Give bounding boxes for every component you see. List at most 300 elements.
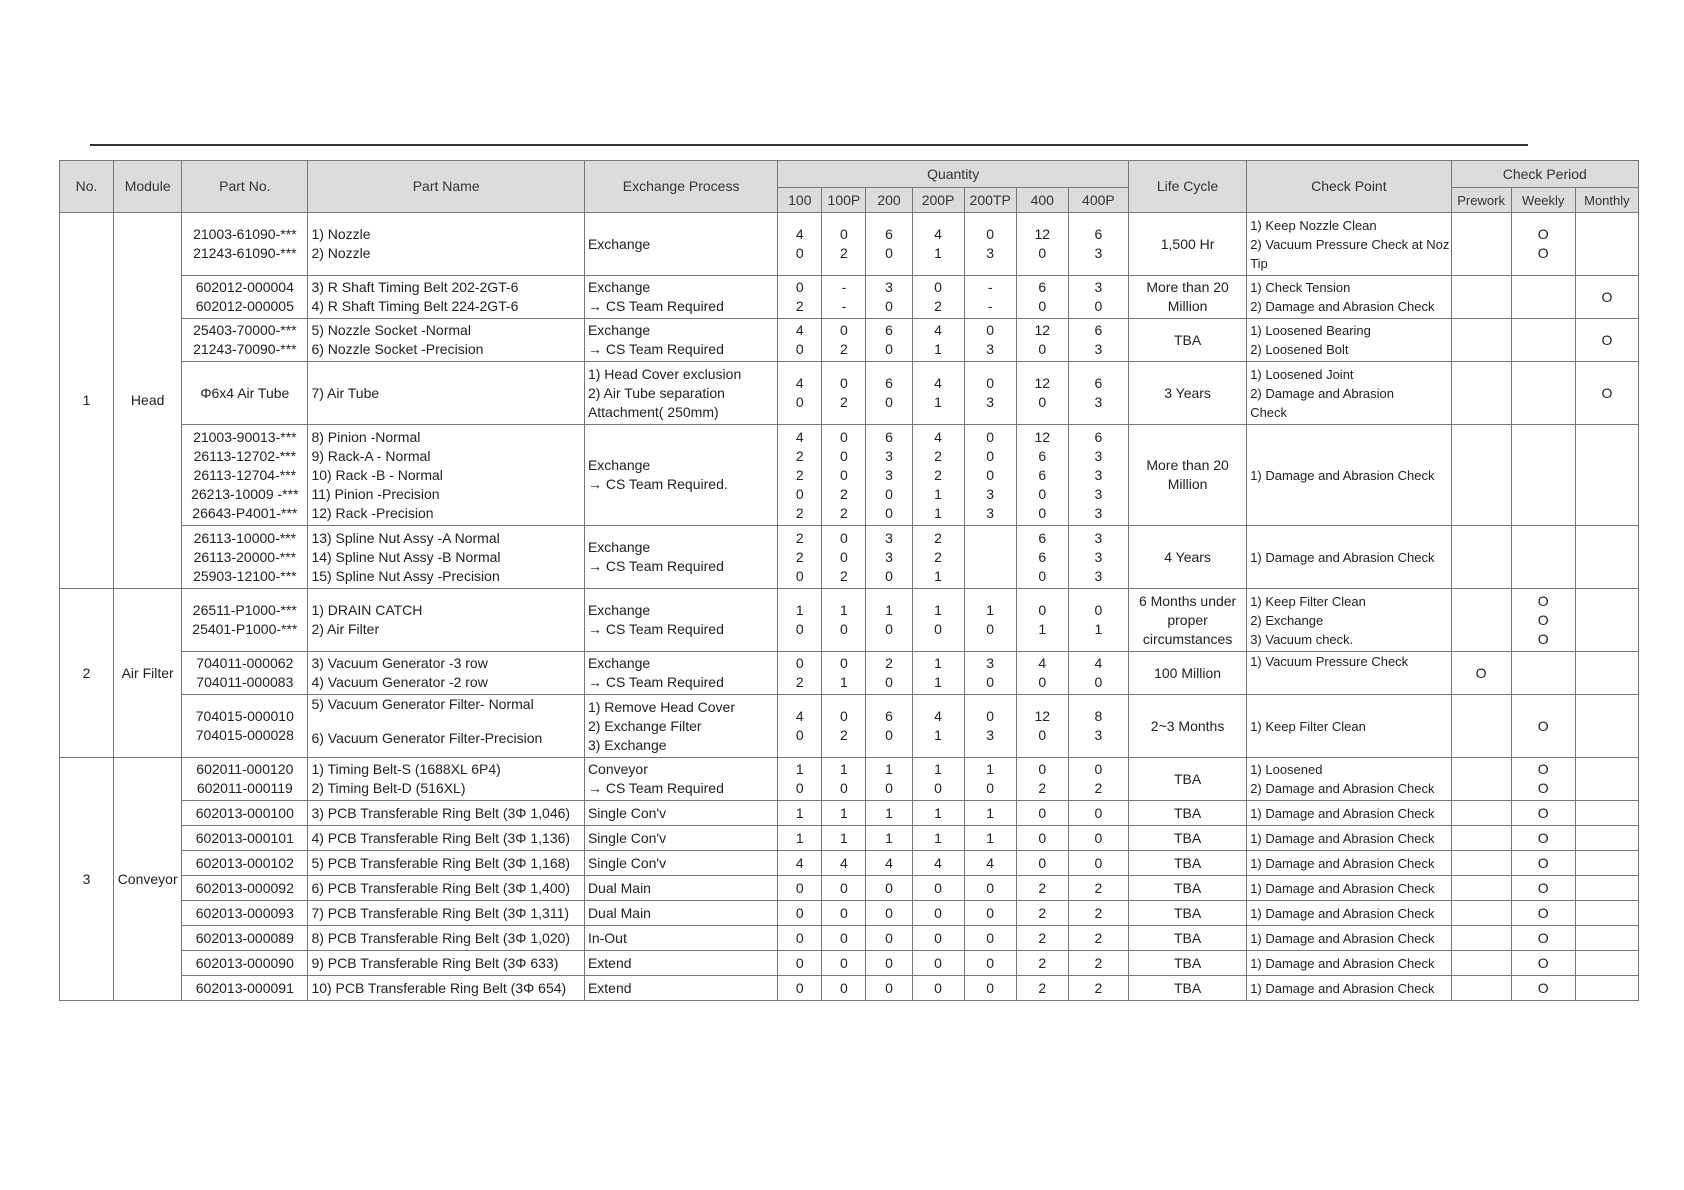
qty-200p <box>912 876 964 901</box>
qty-400-line: 6 <box>1038 548 1047 565</box>
weekly-mark <box>1511 926 1575 951</box>
qty-100p-line: 0 <box>840 466 848 483</box>
qty-200p <box>912 425 964 526</box>
life-cycle-line: 100 Million <box>1154 664 1222 681</box>
qty-400p-line: 0 <box>1094 829 1103 846</box>
weekly-mark-line: O <box>1537 854 1549 871</box>
prework-mark <box>1451 876 1511 901</box>
qty-200p-line: 1 <box>934 567 942 584</box>
qty-200p-line: 0 <box>934 279 942 295</box>
weekly-mark-line: O <box>1537 245 1549 261</box>
exchange-process-line: → CS Team Required <box>587 621 724 637</box>
exchange-process-line: Single Con'v <box>587 854 667 871</box>
part-number <box>182 976 308 1001</box>
qty-400p-line: 8 <box>1094 708 1103 724</box>
qty-400 <box>1016 425 1068 526</box>
exchange-process-line: Attachment( 250mm) <box>587 403 719 420</box>
table-row <box>60 276 1639 319</box>
qty-100-line: 0 <box>795 879 804 896</box>
part-name <box>308 213 585 276</box>
life-cycle-line: TBA <box>1173 331 1202 348</box>
life-cycle-line: TBA <box>1173 879 1202 896</box>
exchange-process <box>584 362 777 425</box>
weekly-mark-line: O <box>1537 611 1549 628</box>
part-number <box>182 319 308 362</box>
qty-400p-line: 2 <box>1094 904 1103 921</box>
qty-200-line: 3 <box>885 279 893 295</box>
part-name-line: 2) Nozzle <box>311 245 371 261</box>
qty-400p-line: 2 <box>1094 780 1103 796</box>
check-point <box>1247 826 1451 851</box>
life-cycle <box>1128 213 1246 276</box>
life-cycle-line: circumstances <box>1142 630 1233 647</box>
monthly-mark <box>1575 589 1638 652</box>
part-name-line: 2) Air Filter <box>311 621 380 637</box>
qty-400 <box>1016 695 1068 758</box>
part-number <box>182 801 308 826</box>
qty-200-line: 0 <box>885 504 893 521</box>
qty-400p <box>1068 319 1128 362</box>
qty-400p <box>1068 801 1128 826</box>
qty-400p-line: 6 <box>1094 428 1103 445</box>
weekly-mark <box>1511 425 1575 526</box>
check-point <box>1247 589 1451 652</box>
qty-200 <box>866 526 912 589</box>
qty-200p <box>912 758 964 801</box>
qty-200p-line: 4 <box>934 708 942 724</box>
part-number <box>182 901 308 926</box>
qty-200tp-line: 3 <box>986 485 995 502</box>
qty-100p-line: - <box>841 279 847 295</box>
exchange-process <box>584 276 777 319</box>
part-number <box>182 876 308 901</box>
check-point-line: 1) Keep Nozzle Clean <box>1250 217 1377 233</box>
exchange-process-line: 3) Exchange <box>587 736 667 753</box>
exchange-process <box>584 876 777 901</box>
table-row <box>60 826 1639 851</box>
monthly-mark-line: O <box>1601 331 1613 348</box>
qty-200-line: 0 <box>885 954 893 971</box>
part-number-line: 21003-90013-*** <box>193 428 297 445</box>
qty-200p <box>912 213 964 276</box>
qty-400p <box>1068 652 1128 695</box>
weekly-mark <box>1511 695 1575 758</box>
qty-200-line: 1 <box>885 761 893 777</box>
qty-400 <box>1016 362 1068 425</box>
qty-200-line: 0 <box>885 780 893 796</box>
qty-200-line: 3 <box>885 548 893 565</box>
check-point-line: 2) Exchange <box>1250 612 1324 628</box>
qty-100p-line: 2 <box>840 567 848 584</box>
qty-400p <box>1068 758 1128 801</box>
qty-400-line: 0 <box>1038 245 1047 261</box>
qty-100p-line: 4 <box>840 854 848 871</box>
qty-100-line: 4 <box>795 226 804 242</box>
qty-400-line: 1 <box>1038 621 1047 637</box>
weekly-mark <box>1511 758 1575 801</box>
qty-100 <box>778 425 822 526</box>
qty-100p-line: 0 <box>840 708 848 724</box>
qty-200tp-line: 0 <box>986 674 995 690</box>
qty-400p <box>1068 826 1128 851</box>
qty-200p <box>912 901 964 926</box>
qty-200 <box>866 901 912 926</box>
weekly-mark-line: O <box>1537 226 1549 242</box>
exchange-process-line: Exchange <box>587 655 651 671</box>
qty-200-line: 0 <box>885 567 893 584</box>
qty-200-line: 0 <box>885 879 893 896</box>
check-point-line: 1) Damage and Abrasion Check <box>1250 930 1435 946</box>
qty-400-line: 12 <box>1034 428 1051 445</box>
life-cycle-line: TBA <box>1173 770 1202 787</box>
check-point <box>1247 213 1451 276</box>
table-row <box>60 758 1639 801</box>
header-check-point: Check Point <box>1247 161 1451 213</box>
header-check-period: Check Period <box>1451 161 1638 188</box>
qty-100p <box>822 425 866 526</box>
life-cycle <box>1128 901 1246 926</box>
weekly-mark <box>1511 526 1575 589</box>
part-number-line: 26113-12704-*** <box>193 466 297 483</box>
exchange-process <box>584 801 777 826</box>
qty-200 <box>866 652 912 695</box>
part-name <box>308 926 585 951</box>
qty-100-line: 4 <box>795 708 804 724</box>
exchange-process <box>584 926 777 951</box>
table-row <box>60 319 1639 362</box>
qty-200p-line: 1 <box>934 504 942 521</box>
check-point <box>1247 526 1451 589</box>
module-number: 1 <box>60 213 114 589</box>
check-point <box>1247 851 1451 876</box>
check-point <box>1247 362 1451 425</box>
exchange-process-line: Extend <box>587 954 632 971</box>
qty-200p-line: 4 <box>934 854 942 871</box>
part-name <box>308 319 585 362</box>
qty-100p-line: 1 <box>840 804 848 821</box>
part-number <box>182 276 308 319</box>
exchange-process <box>584 758 777 801</box>
qty-200tp-line: 0 <box>986 375 995 391</box>
qty-400 <box>1016 589 1068 652</box>
qty-100-line: 2 <box>795 447 804 464</box>
qty-400p-line: 3 <box>1094 447 1103 464</box>
top-rule <box>90 144 1528 146</box>
part-name-line: 7) PCB Transferable Ring Belt (3Φ 1,311) <box>311 904 570 921</box>
qty-400p <box>1068 589 1128 652</box>
qty-400 <box>1016 801 1068 826</box>
part-number-line: 21003-61090-*** <box>193 226 297 242</box>
qty-400-line: 12 <box>1034 322 1051 338</box>
qty-200-line: 0 <box>885 621 893 637</box>
qty-200tp-line: 0 <box>986 447 995 464</box>
qty-200p-line: 1 <box>934 602 942 618</box>
weekly-mark <box>1511 826 1575 851</box>
qty-100 <box>778 758 822 801</box>
table-row <box>60 652 1639 695</box>
qty-200tp <box>964 901 1016 926</box>
part-name-line: 15) Spline Nut Assy -Precision <box>311 567 500 584</box>
qty-400 <box>1016 319 1068 362</box>
weekly-mark <box>1511 362 1575 425</box>
part-number-line: 602013-000093 <box>195 904 294 921</box>
qty-100p-line: 0 <box>840 904 848 921</box>
qty-200tp-line: 0 <box>986 879 995 896</box>
qty-200p-line: 2 <box>934 466 942 483</box>
qty-200tp <box>964 951 1016 976</box>
qty-200tp-line: 1 <box>986 602 995 618</box>
monthly-mark <box>1575 319 1638 362</box>
qty-200 <box>866 826 912 851</box>
monthly-mark <box>1575 876 1638 901</box>
qty-100 <box>778 926 822 951</box>
exchange-process <box>584 652 777 695</box>
part-number <box>182 526 308 589</box>
life-cycle <box>1128 362 1246 425</box>
qty-100 <box>778 652 822 695</box>
exchange-process-line: Exchange <box>587 322 651 338</box>
prework-mark <box>1451 926 1511 951</box>
qty-100p-line: 0 <box>840 879 848 896</box>
weekly-mark <box>1511 951 1575 976</box>
prework-mark <box>1451 695 1511 758</box>
qty-200tp-line: 0 <box>986 979 995 996</box>
qty-400p <box>1068 926 1128 951</box>
check-point-line: 2) Damage and Abrasion Check <box>1250 781 1435 796</box>
qty-200-line: 3 <box>885 447 893 464</box>
check-point-line: 1) Loosened Joint <box>1250 366 1354 382</box>
part-number-line: 704015-000010 <box>195 708 294 724</box>
qty-200tp <box>964 652 1016 695</box>
qty-400 <box>1016 876 1068 901</box>
qty-200p <box>912 589 964 652</box>
part-number-line: 602013-000102 <box>195 854 294 871</box>
qty-200p-line: 2 <box>934 529 942 546</box>
monthly-mark <box>1575 213 1638 276</box>
check-point-line: 1) Loosened <box>1250 762 1323 777</box>
part-number <box>182 425 308 526</box>
qty-100p <box>822 652 866 695</box>
part-name <box>308 976 585 1001</box>
qty-100-line: 0 <box>795 485 804 502</box>
part-number-line: 602012-000005 <box>195 298 294 314</box>
qty-200p-line: 0 <box>934 929 942 946</box>
weekly-mark <box>1511 652 1575 695</box>
qty-100p-line: 0 <box>840 929 848 946</box>
qty-100-line: 1 <box>795 829 804 846</box>
qty-100 <box>778 976 822 1001</box>
part-number-line: 704015-000028 <box>195 727 294 743</box>
part-name <box>308 276 585 319</box>
part-name-line: 6) PCB Transferable Ring Belt (3Φ 1,400) <box>311 879 571 896</box>
qty-400p <box>1068 851 1128 876</box>
life-cycle <box>1128 425 1246 526</box>
exchange-process <box>584 589 777 652</box>
qty-200tp-line: 0 <box>986 708 995 724</box>
qty-200p <box>912 976 964 1001</box>
qty-100p <box>822 851 866 876</box>
qty-200 <box>866 851 912 876</box>
part-name <box>308 851 585 876</box>
weekly-mark-line: O <box>1537 829 1549 846</box>
part-name <box>308 758 585 801</box>
qty-100 <box>778 362 822 425</box>
qty-200tp-line: 1 <box>986 829 995 846</box>
part-number-line: 25401-P1000-*** <box>192 621 298 637</box>
table-row <box>60 951 1639 976</box>
qty-400-line: 4 <box>1038 655 1047 671</box>
qty-100-line: 2 <box>795 466 804 483</box>
weekly-mark <box>1511 319 1575 362</box>
check-point-line: 3) Vacuum check. <box>1250 631 1354 647</box>
exchange-process-line: Exchange <box>587 602 651 618</box>
part-number-line: 26643-P4001-*** <box>192 504 298 521</box>
qty-200p-line: 2 <box>934 548 942 565</box>
life-cycle <box>1128 589 1246 652</box>
qty-400p-line: 6 <box>1094 322 1103 338</box>
check-point-line: 1) Damage and Abrasion Check <box>1250 980 1435 996</box>
qty-100-line: 4 <box>795 854 804 871</box>
qty-400p <box>1068 362 1128 425</box>
qty-100p <box>822 801 866 826</box>
qty-100p-line: 1 <box>840 829 848 846</box>
header-part-no: Part No. <box>182 161 308 213</box>
qty-200-line: 2 <box>885 655 893 671</box>
part-name <box>308 362 585 425</box>
header-qty-100p: 100P <box>822 188 866 213</box>
qty-100p-line: 0 <box>840 375 848 391</box>
qty-200p-line: 1 <box>934 727 942 743</box>
weekly-mark <box>1511 976 1575 1001</box>
part-name <box>308 826 585 851</box>
weekly-mark <box>1511 589 1575 652</box>
module-number: 3 <box>60 758 114 1001</box>
qty-200-line: 0 <box>885 979 893 996</box>
qty-200tp <box>964 851 1016 876</box>
check-point <box>1247 425 1451 526</box>
weekly-mark <box>1511 801 1575 826</box>
qty-200p-line: 4 <box>934 428 942 445</box>
prework-mark <box>1451 362 1511 425</box>
qty-100-line: 4 <box>795 322 804 338</box>
qty-200-line: 1 <box>885 804 893 821</box>
qty-100p-line: - <box>841 298 847 314</box>
life-cycle-line: Million <box>1167 298 1208 314</box>
part-name-line: 10) Rack -B - Normal <box>311 466 443 483</box>
qty-200 <box>866 801 912 826</box>
life-cycle-line: TBA <box>1173 829 1202 846</box>
part-number <box>182 362 308 425</box>
qty-100 <box>778 876 822 901</box>
life-cycle <box>1128 826 1246 851</box>
qty-200tp <box>964 589 1016 652</box>
header-life-cycle: Life Cycle <box>1128 161 1246 213</box>
prework-mark <box>1451 652 1511 695</box>
qty-100p <box>822 926 866 951</box>
qty-200 <box>866 213 912 276</box>
exchange-process-line: Exchange <box>587 235 651 252</box>
check-point-line: 2) Damage and Abrasion <box>1250 385 1394 401</box>
prework-mark <box>1451 526 1511 589</box>
table-body <box>60 213 1639 1001</box>
qty-100p-line: 0 <box>840 447 848 464</box>
qty-100 <box>778 589 822 652</box>
table-row <box>60 695 1639 758</box>
part-name-line: 3) PCB Transferable Ring Belt (3Φ 1,046) <box>311 804 571 821</box>
qty-100 <box>778 276 822 319</box>
part-number <box>182 695 308 758</box>
part-name-line: 10) PCB Transferable Ring Belt (3Φ 654) <box>311 979 567 996</box>
part-number-line: Φ6x4 Air Tube <box>200 384 290 401</box>
qty-200 <box>866 362 912 425</box>
qty-400p-line: 0 <box>1094 854 1103 871</box>
qty-400p-line: 0 <box>1094 602 1103 618</box>
check-point-line: 1) Keep Filter Clean <box>1250 718 1366 734</box>
qty-400p-line: 3 <box>1094 245 1103 261</box>
qty-200p-line: 1 <box>934 829 942 846</box>
monthly-mark <box>1575 801 1638 826</box>
exchange-process-line: → CS Team Required <box>587 674 724 690</box>
exchange-process <box>584 901 777 926</box>
qty-100p <box>822 276 866 319</box>
qty-100p-line: 0 <box>840 226 848 242</box>
life-cycle-line: TBA <box>1173 954 1202 971</box>
qty-100-line: 2 <box>795 504 804 521</box>
qty-100p-line: 0 <box>840 621 848 637</box>
qty-200p-line: 0 <box>934 780 942 796</box>
qty-100-line: 2 <box>795 674 804 690</box>
qty-400p-line: 3 <box>1094 279 1103 295</box>
check-point-line: 2) Loosened Bolt <box>1250 342 1349 357</box>
monthly-mark-line: O <box>1601 384 1613 401</box>
part-number <box>182 926 308 951</box>
part-number <box>182 589 308 652</box>
qty-100p-line: 2 <box>840 485 848 502</box>
qty-200p <box>912 926 964 951</box>
monthly-mark-line: O <box>1601 288 1613 305</box>
part-number-line: 602012-000004 <box>195 279 294 295</box>
qty-400p <box>1068 276 1128 319</box>
qty-100p-line: 1 <box>840 602 848 618</box>
part-number-line: 602013-000101 <box>195 829 294 846</box>
check-point-line: 2) Vacuum Pressure Check at Noz <box>1250 236 1450 252</box>
part-number-line: 602013-000089 <box>195 929 294 946</box>
check-point-line: 1) Damage and Abrasion Check <box>1250 855 1435 871</box>
qty-400 <box>1016 901 1068 926</box>
header-qty-200: 200 <box>866 188 912 213</box>
exchange-process <box>584 213 777 276</box>
qty-400p-line: 3 <box>1094 567 1103 584</box>
part-name-line: 1) Timing Belt-S (1688XL 6P4) <box>311 761 501 777</box>
part-number-line: 602011-000120 <box>196 761 294 777</box>
qty-400p-line: 3 <box>1094 727 1103 743</box>
qty-200tp-line: 0 <box>986 904 995 921</box>
qty-100-line: 0 <box>795 954 804 971</box>
header-qty-400p: 400P <box>1068 188 1128 213</box>
qty-100-line: 4 <box>795 428 804 445</box>
life-cycle-line: 4 Years <box>1164 548 1211 565</box>
qty-200p <box>912 826 964 851</box>
header-qty-400: 400 <box>1016 188 1068 213</box>
qty-200p-line: 2 <box>934 298 942 314</box>
qty-200tp-line: 3 <box>986 504 995 521</box>
qty-200 <box>866 695 912 758</box>
part-name-line: 8) Pinion -Normal <box>311 428 421 445</box>
qty-200tp-line: 0 <box>986 954 995 971</box>
qty-200 <box>866 976 912 1001</box>
part-number-line: 26113-10000-*** <box>193 529 297 546</box>
qty-100 <box>778 826 822 851</box>
